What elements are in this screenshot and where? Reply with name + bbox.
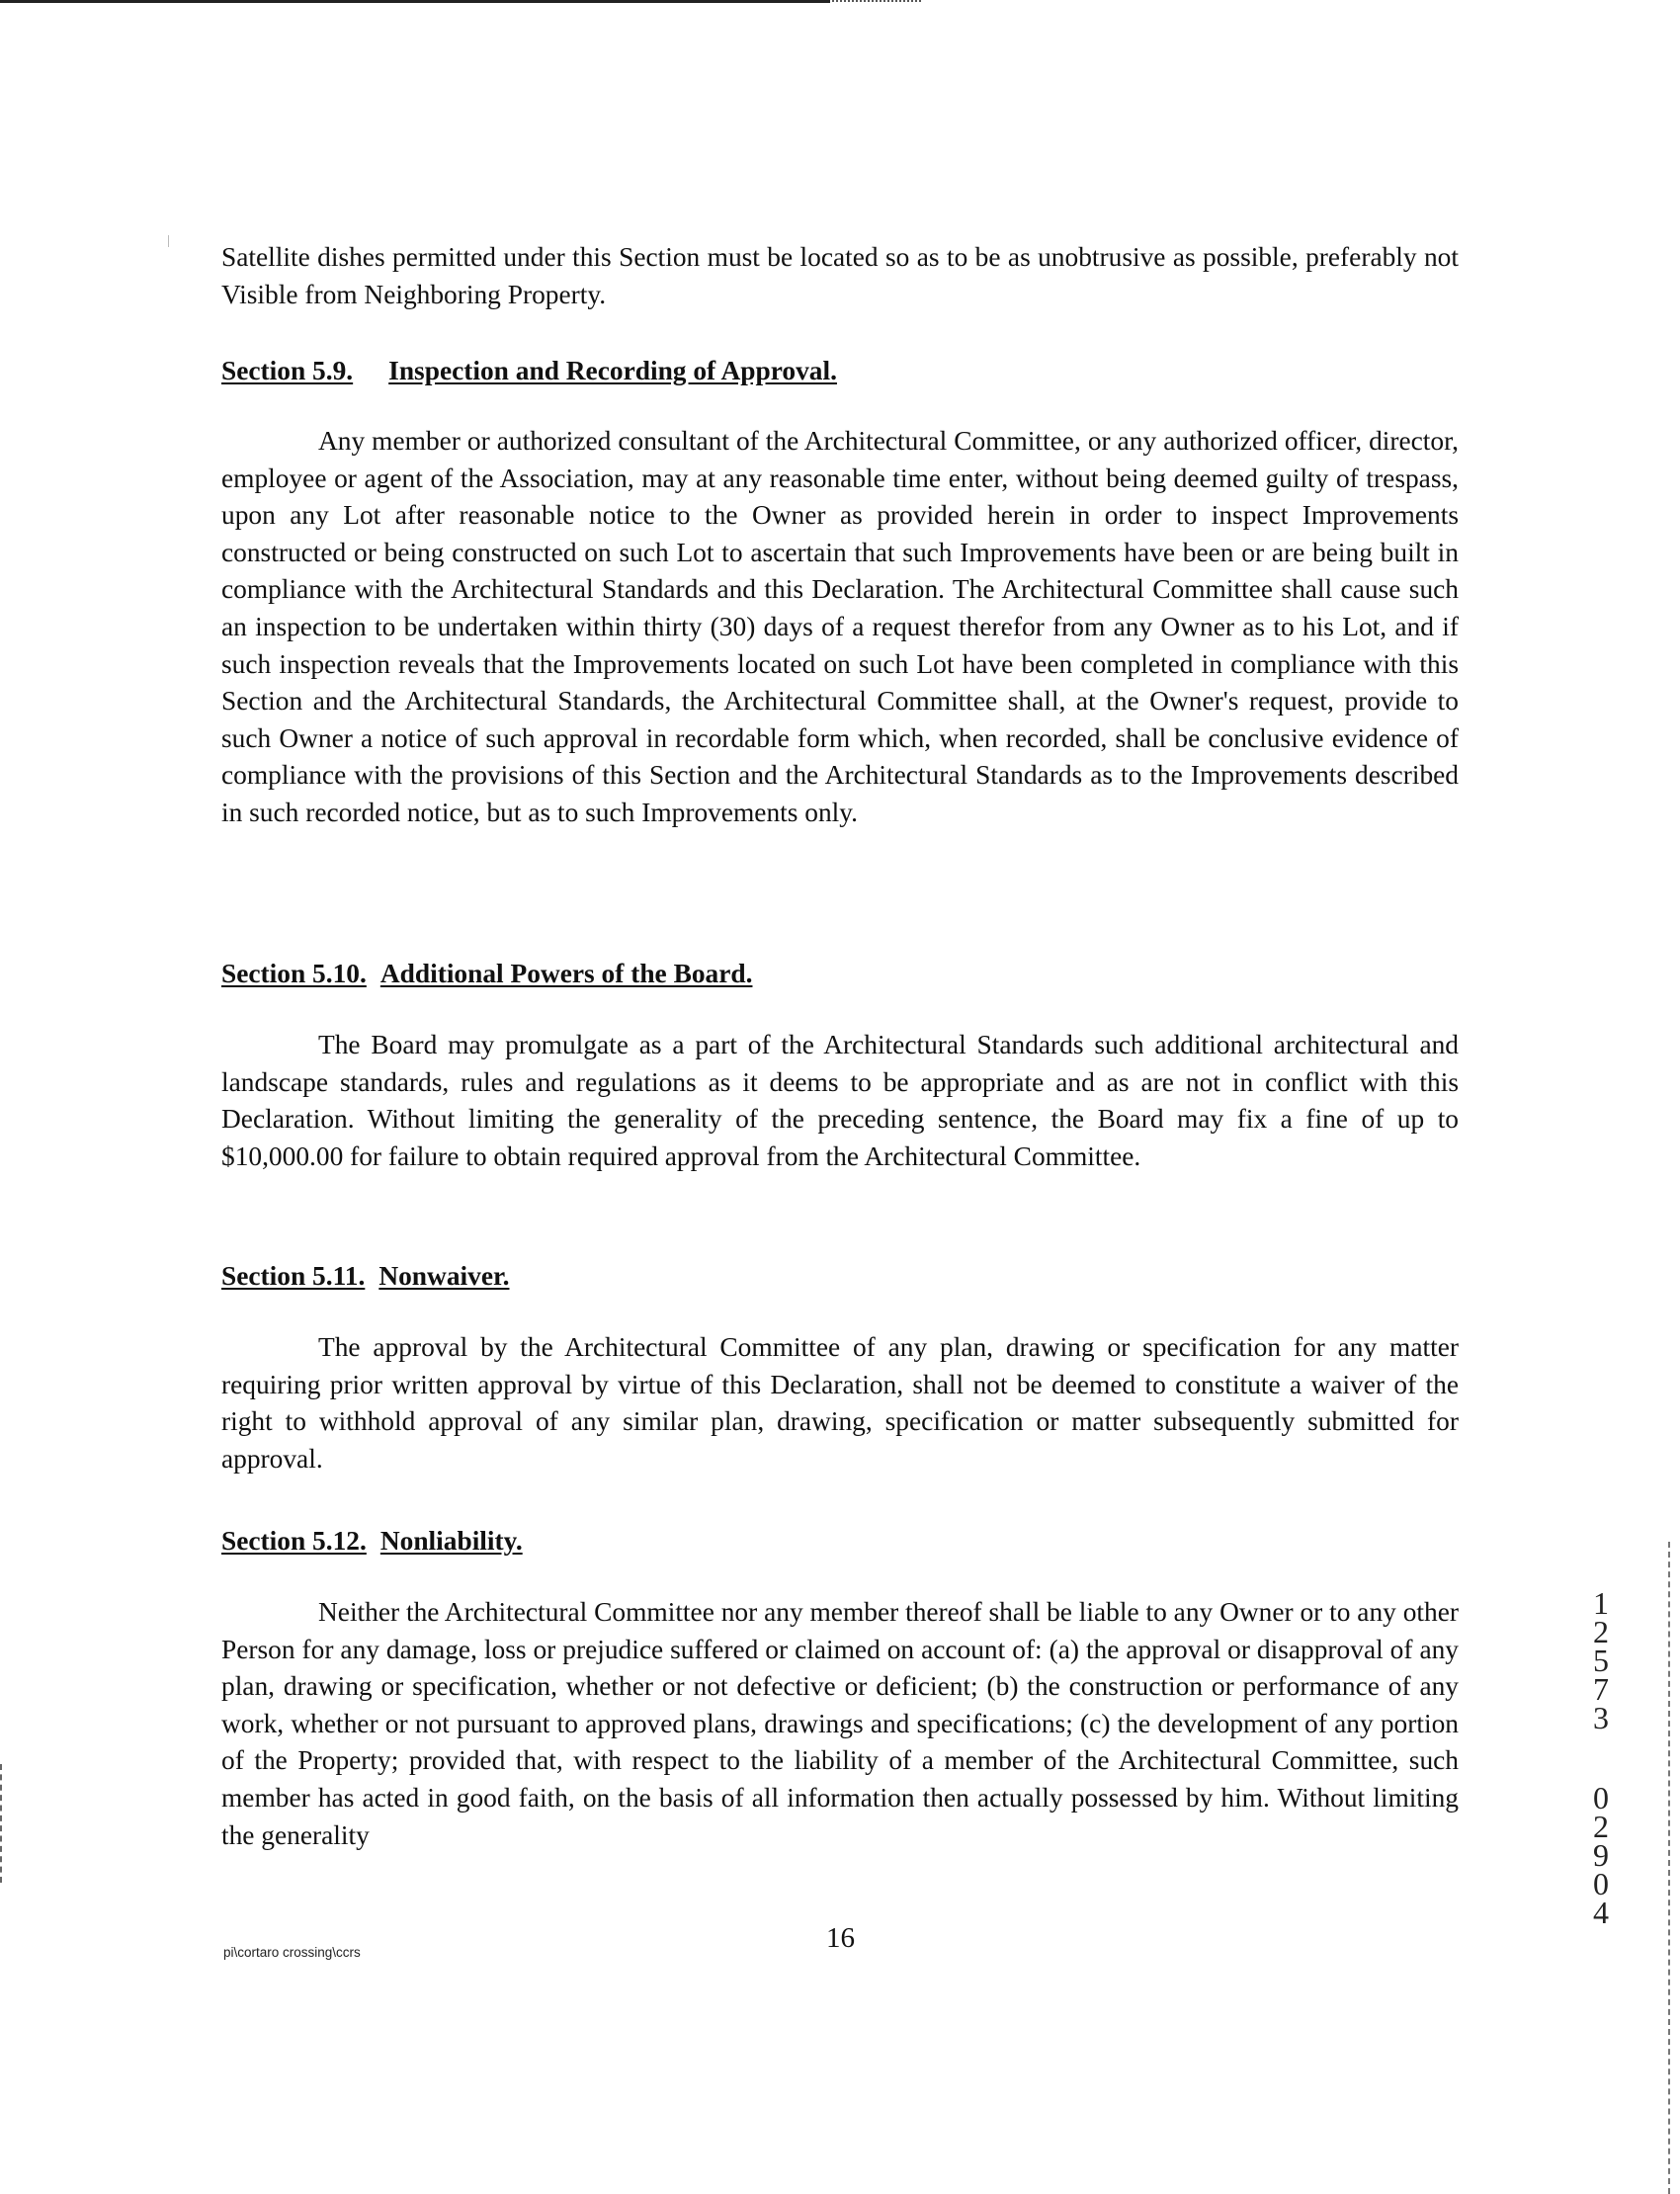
stamp-digit: 9: [1593, 1837, 1609, 1873]
stamp-digit: 0: [1593, 1780, 1609, 1815]
stamp-digit: 7: [1593, 1671, 1609, 1707]
top-edge-rule: [0, 0, 830, 3]
section-5-11-heading: [221, 1258, 509, 1296]
section-number: Section 5.10.: [221, 959, 367, 988]
stamp-digit: 0: [1593, 1866, 1609, 1901]
stamp-digit: 1: [1593, 1585, 1609, 1621]
stamp-digit: 2: [1593, 1809, 1609, 1844]
stamp-digit: 5: [1593, 1643, 1609, 1678]
top-edge-dots: [832, 0, 921, 5]
section-number: Section 5.11.: [221, 1261, 366, 1291]
section-paragraph: The approval by the Architectural Committee of any plan, drawing or specification for any matter requiring prior written approval by virtue of this Declaration, shall not be deemed to constitute a waiver of the right to withhold approval of any similar plan, drawing, specification or matter subsequently submitted for approval.: [221, 1332, 1459, 1474]
section-paragraph: The Board may promulgate as a part of the Architectural Standards such additional architectural and landscape standards, rules and regulations as it deems to be appropriate and as are not in conflict with this Declaration. Without limiting the generality of the preceding sentence, the Board may fix a fine of up to $10,000.00 for failure to obtain required approval from the Architectural Committee.: [221, 1030, 1459, 1171]
section-number: Section 5.12.: [221, 1526, 367, 1556]
right-edge-dash: [1668, 1542, 1674, 2194]
scan-mark: [168, 235, 169, 247]
stamp-digit: 3: [1593, 1700, 1609, 1735]
section-5-12-body: [221, 1594, 1459, 1854]
stamp-spacer: [1581, 1732, 1621, 1784]
section-5-9-heading: [221, 353, 837, 390]
section-5-12-heading: [221, 1523, 523, 1561]
page-number: 16: [826, 1922, 855, 1954]
section-paragraph: Neither the Architectural Committee nor any member thereof shall be liable to any Owner or to any other Person for any damage, loss or prejudice suffered or claimed on account of: (a) the approval or disapproval of any plan, drawing or specification, whether or not defective or deficient; (b) the construction or performance of any work, whether or not pursuant to approved plans, drawings and specifications; (c) the development of any portion of the Property; provided that, with respect to the liability of a member of the Architectural Committee, such member has acted in good faith, on the basis of all information then actually possessed by him. Without limiting the generality: [221, 1597, 1459, 1850]
section-title: Nonwaiver.: [378, 1261, 510, 1291]
section-title: Inspection and Recording of Approval.: [388, 356, 837, 385]
section-5-10-heading: [221, 956, 752, 993]
footer-file-path: pi\cortaro crossing\ccrs: [223, 1945, 361, 1960]
left-edge-dash: [0, 1764, 6, 1883]
section-5-9-body: [221, 423, 1459, 832]
section-5-10-body: [221, 1027, 1459, 1175]
continuation-block: [221, 239, 1459, 313]
section-title: Nonliability.: [379, 1526, 523, 1556]
section-paragraph: Any member or authorized consultant of the Architectural Committee, or any authorized officer, director, employee or agent of the Association, may at any reasonable time enter, without being deemed guilty of trespass, upon any Lot after reasonable notice to the Owner as provided herein in order to inspect Improvements constructed or being constructed on such Lot to ascertain that such Improvements have been or are being built in compliance with the Architectural Standards and this Declaration. The Architectural Committee shall cause such an inspection to be undertaken within thirty (30) days of a request therefor from any Owner as to his Lot, and if such inspection reveals that the Improvements located on such Lot have been completed in compliance with this Section and the Architectural Standards, the Architectural Committee shall, at the Owner's request, provide to such Owner a notice of such approval in recordable form which, when recorded, shall be conclusive evidence of compliance with the provisions of this Section and the Architectural Standards as to the Improvements described in such recorded notice, but as to such Improvements only.: [221, 426, 1459, 827]
continuation-paragraph: Satellite dishes permitted under this Section must be located so as to be as unobtrusive as possible, preferably not Visible from Neighboring Property.: [221, 242, 1459, 309]
section-5-11-body: [221, 1329, 1459, 1477]
stamp-digit: 4: [1593, 1895, 1609, 1930]
section-title: Additional Powers of the Board.: [379, 959, 753, 988]
section-number: Section 5.9.: [221, 356, 354, 385]
recording-number-stamp: [1581, 1585, 1621, 1930]
stamp-digit: 2: [1593, 1614, 1609, 1649]
